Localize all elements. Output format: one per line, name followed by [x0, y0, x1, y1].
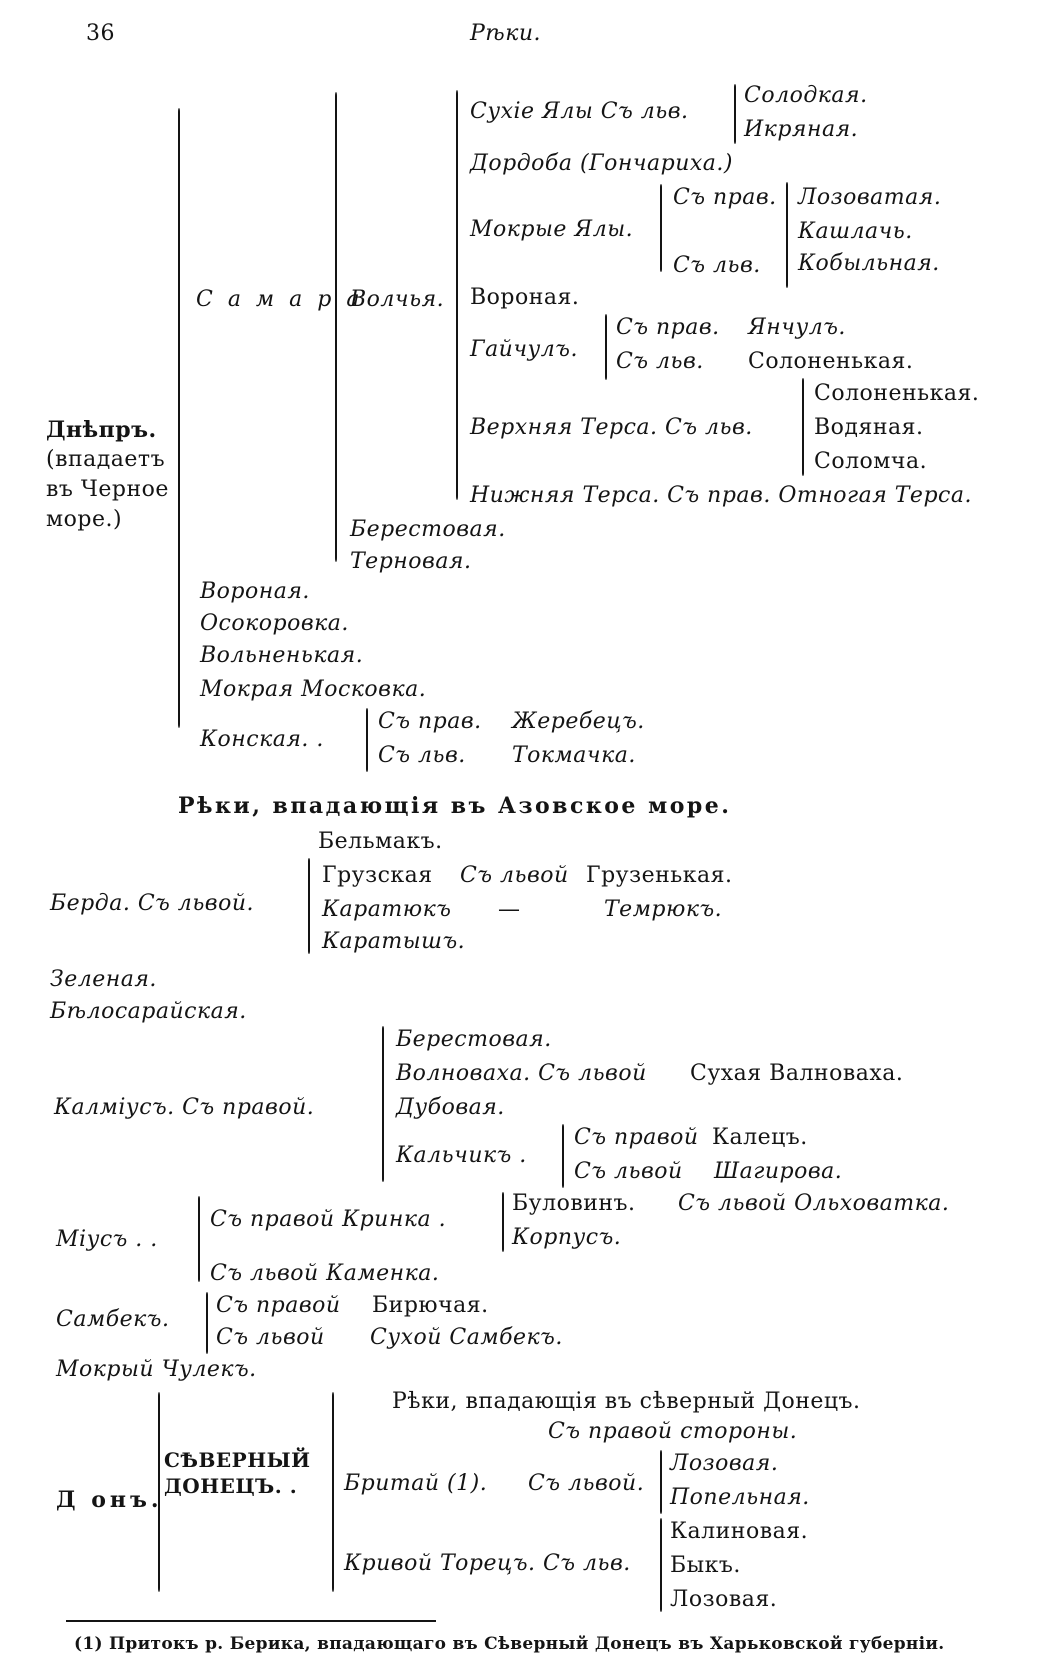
kalmius-brace [382, 1026, 384, 1182]
berda: Берда. Съ львой. [50, 891, 255, 916]
kalchik-r-label: Съ правой [574, 1125, 699, 1150]
gaychul: Гайчулъ. [470, 337, 578, 362]
trib-lozovataya: Лозоватая. [798, 185, 942, 210]
mokry-chulek: Мокрый Чулекъ. [56, 1357, 257, 1382]
verhnyaya-tersa-brace [802, 378, 804, 476]
berestovaya-kalmius: Берестовая. [396, 1027, 552, 1052]
mokrye-yaly-brace [660, 184, 662, 272]
kalmius: Калміусъ. Съ правой. [54, 1095, 315, 1120]
suhie-yaly-brace [734, 84, 736, 144]
trib-solonenkaya-1: Солоненькая. [748, 349, 914, 374]
footnote-rule [66, 1620, 436, 1622]
trib-vodyanaya: Водяная. [814, 415, 924, 440]
krivoy-torets: Кривой Торецъ. Съ льв. [344, 1551, 631, 1576]
kalchik: Кальчикъ . [396, 1143, 527, 1168]
osokorovka: Осокоровка. [200, 611, 349, 636]
britay-left: Съ львой. [528, 1471, 645, 1496]
azov-heading: Рѣки, впадающія въ Азовское море. [178, 793, 732, 819]
suhie-yaly: Сухіе Ялы Съ льв. [470, 99, 689, 124]
belosarayskaya: Бѣлосарайская. [50, 999, 247, 1024]
gruzskaya: Грузская [322, 863, 433, 888]
page-number: 36 [86, 21, 115, 46]
trib-solonenkaya-2: Солоненькая. [814, 381, 980, 406]
mokrye-yaly-left: Съ льв. [673, 253, 761, 278]
trib-kalets: Калецъ. [712, 1125, 808, 1150]
trib-zherebets: Жеребецъ. [512, 709, 645, 734]
volchya-brace [456, 90, 458, 500]
mokrye-yaly: Мокрые Ялы. [470, 217, 634, 242]
gaychul-brace [605, 314, 607, 380]
volchya-name: Волчья. [350, 287, 445, 312]
trib-solomcha: Соломча. [814, 449, 928, 474]
krivoy-brace [660, 1518, 662, 1612]
berda-brace [308, 858, 310, 954]
trib-kalinovaya: Калиновая. [670, 1519, 809, 1544]
ternovaya: Терновая. [350, 549, 472, 574]
donets-brace [332, 1392, 334, 1592]
trib-lozovaya-1: Лозовая. [670, 1451, 779, 1476]
gaychul-l-label: Съ льв. [616, 349, 704, 374]
konskaya-l-label: Съ льв. [378, 743, 466, 768]
konskaya-brace [366, 708, 368, 772]
trib-shagirova: Шагирова. [714, 1159, 843, 1184]
dubovaya: Дубовая. [396, 1095, 505, 1120]
dnieper-brace [178, 108, 180, 728]
samara-brace [335, 92, 337, 562]
konskaya-r-label: Съ прав. [378, 709, 482, 734]
bulovin: Буловинъ. [512, 1191, 636, 1216]
dnieper-note-1: (впадаетъ [46, 447, 166, 472]
voronaya-dnieper: Вороная. [200, 579, 310, 604]
trib-solodkaya: Солодкая. [744, 83, 868, 108]
kalchik-brace [562, 1124, 564, 1188]
volnovaha: Волноваха. Съ львой [396, 1061, 647, 1086]
karatyuk-dash: — [498, 897, 521, 922]
mius-brace [198, 1196, 200, 1282]
trib-suhoy-sambek: Сухой Самбекъ. [370, 1325, 563, 1350]
sambek-l-label: Съ львой [216, 1325, 325, 1350]
trib-suhaya-volnovaha: Сухая Валноваха. [690, 1061, 904, 1086]
karatysh: Каратышъ. [322, 929, 466, 954]
belmak: Бельмакъ. [318, 829, 443, 854]
running-title: Рѣки. [470, 21, 542, 46]
trib-biryuchaya: Бирючая. [372, 1293, 489, 1318]
trib-gruzenkaya: Грузенькая. [586, 863, 733, 888]
gruzskaya-mid: Съ львой [460, 863, 569, 888]
mokrye-yaly-right: Съ прав. [673, 185, 777, 210]
krinka-brace [502, 1192, 504, 1252]
dnieper-name: Днѣпръ. [46, 417, 157, 443]
trib-temryuk: Темрюкъ. [604, 897, 723, 922]
britay-brace [660, 1450, 662, 1514]
karatyuk: Каратюкъ [322, 897, 452, 922]
mius-kamenka: Съ львой Каменка. [210, 1261, 440, 1286]
trib-kobylnaya: Кобыльная. [798, 251, 940, 276]
dordoba: Дордоба (Гончариха.) [470, 151, 733, 176]
gaychul-r-label: Съ прав. [616, 315, 720, 340]
mokraya-moskovka: Мокрая Московка. [200, 677, 427, 702]
donets-heading: Рѣки, впадающія въ сѣверный Донецъ. [392, 1389, 861, 1414]
sev-donets-1: СѢВЕРНЫЙ [164, 1448, 311, 1472]
nizhnyaya-tersa: Нижняя Терса. Съ прав. Отногая Терса. [470, 483, 972, 508]
trib-olhovatka: Съ львой Ольховатка. [678, 1191, 950, 1216]
footnote: (1) Притокъ р. Берика, впадающаго въ Сѣверный Донецъ въ Харьковской губерніи. [74, 1634, 945, 1654]
trib-yanchul: Янчулъ. [748, 315, 846, 340]
berestovaya-samara: Берестовая. [350, 517, 506, 542]
sev-donets-2: ДОНЕЦЪ. . [164, 1474, 298, 1498]
don-brace [158, 1392, 160, 1592]
don-name: Д онъ. [56, 1487, 163, 1513]
volnenkaya: Вольненькая. [200, 643, 364, 668]
konskaya: Конская. . [200, 727, 324, 752]
mokrye-tribs-brace [786, 182, 788, 288]
sambek-brace [206, 1292, 208, 1354]
trib-kashlach: Кашлачь. [798, 219, 913, 244]
zelenaya: Зеленая. [50, 967, 157, 992]
dnieper-note-3: море.) [46, 507, 123, 532]
britay: Бритай (1). [344, 1471, 488, 1496]
korpus: Корпусъ. [512, 1225, 622, 1250]
sambek: Самбекъ. [56, 1307, 170, 1332]
mius-krinka: Съ правой Кринка . [210, 1207, 447, 1232]
kalchik-l-label: Съ львой [574, 1159, 683, 1184]
voronaya-volchya: Вороная. [470, 285, 580, 310]
trib-popelnaya: Попельная. [670, 1485, 810, 1510]
trib-lozovaya-2: Лозовая. [670, 1587, 778, 1612]
trib-ikryanaya: Икряная. [744, 117, 859, 142]
trib-tokmachka: Токмачка. [512, 743, 636, 768]
sambek-r-label: Съ правой [216, 1293, 341, 1318]
donets-subheading: Съ правой стороны. [548, 1419, 798, 1444]
dnieper-note-2: въ Черное [46, 477, 169, 502]
mius: Міусъ . . [56, 1227, 158, 1252]
verhnyaya-tersa: Верхняя Терса. Съ льв. [470, 415, 753, 440]
trib-byk: Быкъ. [670, 1553, 741, 1578]
samara-name: С а м а р а [196, 287, 364, 312]
